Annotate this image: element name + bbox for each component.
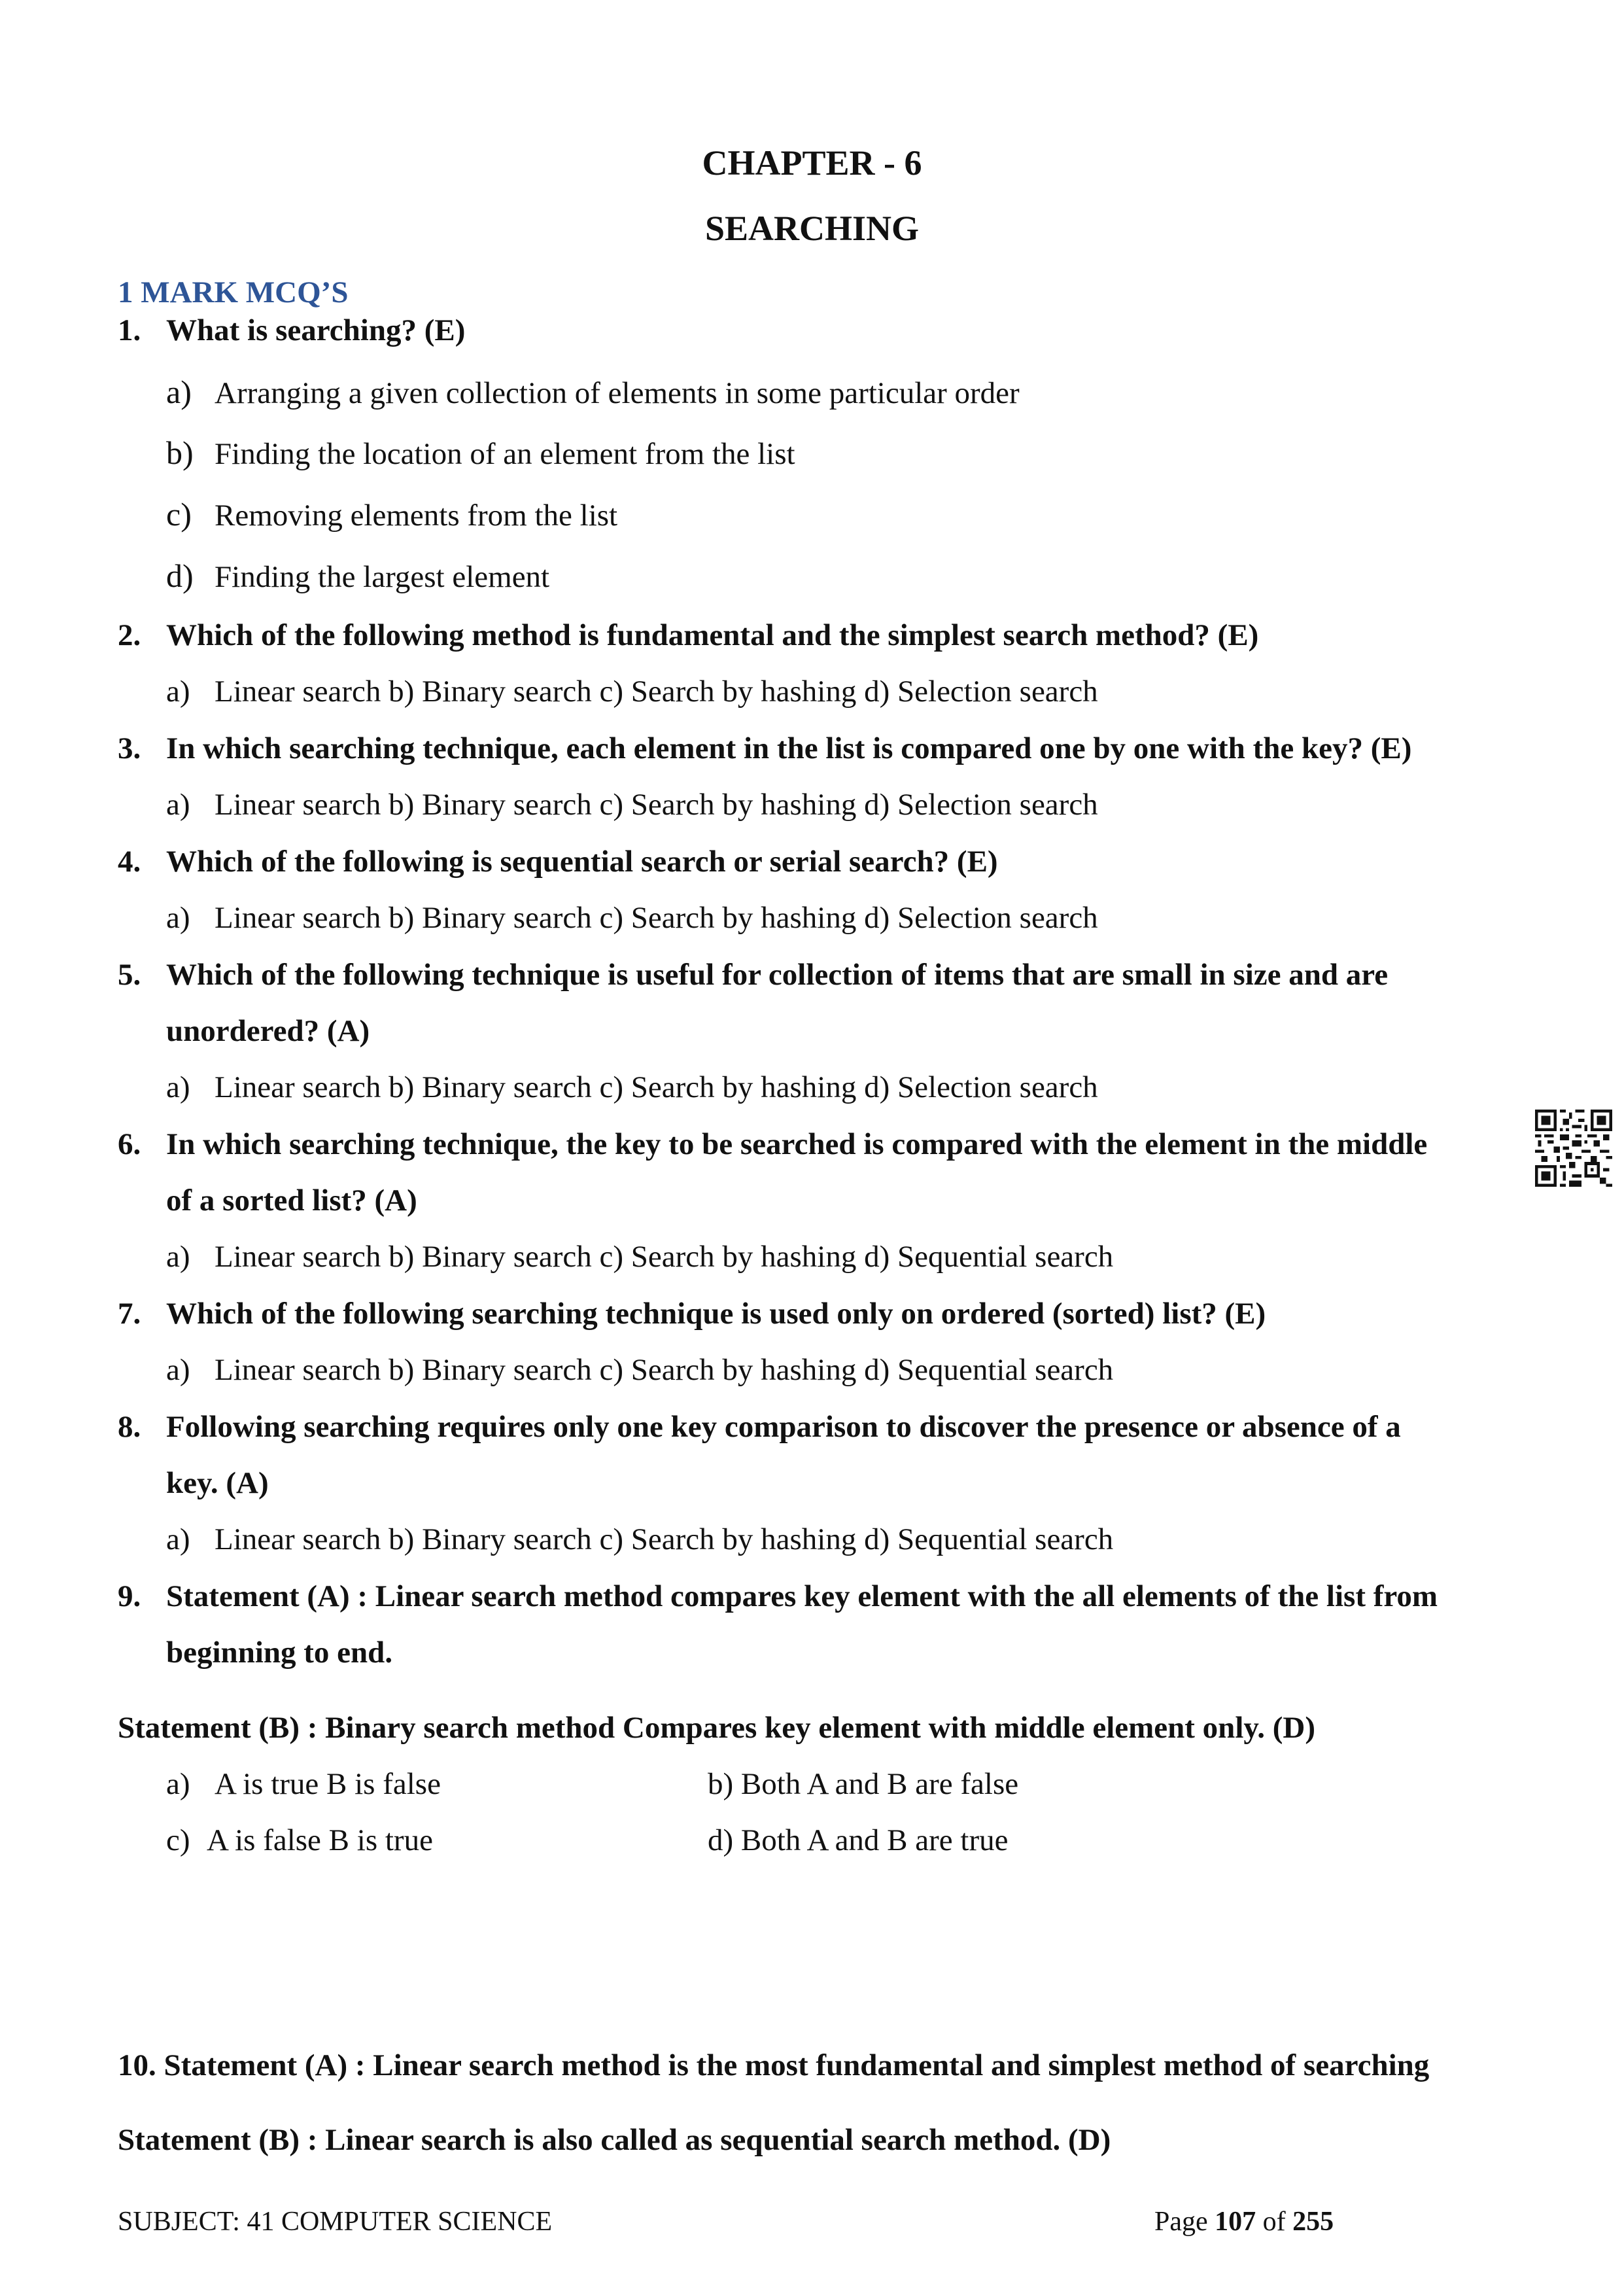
question-9-option-d: d) Both A and B are true xyxy=(708,1823,1009,1857)
question-3: 3. In which searching technique, each element in the list is compared one by one with the key? (E) xyxy=(118,731,1412,765)
question-1 xyxy=(118,313,465,348)
question-9-option-c: c) A is false B is true xyxy=(166,1823,433,1857)
question-5: 5. Which of the following technique is useful for collection of items that are small in size and are xyxy=(118,958,1389,992)
option-c: c) Removing elements from the list xyxy=(166,496,618,533)
question-9-option-b: b) Both A and B are false xyxy=(708,1767,1019,1801)
question-4: 4. Which of the following is sequential search or serial search? (E) xyxy=(118,845,998,879)
qr-code-icon xyxy=(1535,1110,1612,1187)
question-4-options: a) Linear search b) Binary search c) Search by hashing d) Selection search xyxy=(166,901,1098,935)
question-3-options: a) Linear search b) Binary search c) Search by hashing d) Selection search xyxy=(166,788,1098,822)
question-9-statement-b: Statement (B) : Binary search method Compares key element with middle element only. (D) xyxy=(118,1711,1316,1745)
question-2-options: a) Linear search b) Binary search c) Search by hashing d) Selection search xyxy=(166,674,1098,709)
question-5-continuation: unordered? (A) xyxy=(166,1014,370,1048)
question-5-options: a) Linear search b) Binary search c) Search by hashing d) Selection search xyxy=(166,1070,1098,1104)
question-9-continuation: beginning to end. xyxy=(166,1636,393,1670)
option-a: a) Arranging a given collection of elements in some particular order xyxy=(166,374,1020,410)
footer-page-number: Page 107 of 255 xyxy=(1154,2207,1334,2237)
question-10-statement-b: Statement (B) : Linear search is also called as sequential search method. (D) xyxy=(118,2123,1111,2157)
question-10: 10. Statement (A) : Linear search method is the most fundamental and simplest method of searching xyxy=(118,2048,1430,2082)
question-7: 7. Which of the following searching technique is used only on ordered (sorted) list? (E) xyxy=(118,1297,1266,1331)
footer-subject: SUBJECT: 41 COMPUTER SCIENCE xyxy=(118,2207,553,2237)
question-8: 8. Following searching requires only one key comparison to discover the presence or absence of a xyxy=(118,1410,1401,1444)
option-d: d) Finding the largest element xyxy=(166,557,550,594)
section-heading: 1 MARK MCQ’S xyxy=(118,275,349,309)
question-6: 6. In which searching technique, the key to be searched is compared with the element in the middle xyxy=(118,1127,1428,1161)
chapter-heading: CHAPTER - 6 xyxy=(702,143,922,183)
option-b: b) Finding the location of an element from the list xyxy=(166,434,795,471)
question-text: What is searching? (E) xyxy=(166,313,466,347)
question-2: 2. Which of the following method is fundamental and the simplest search method? (E) xyxy=(118,618,1259,652)
question-8-continuation: key. (A) xyxy=(166,1466,269,1500)
question-6-options: a) Linear search b) Binary search c) Search by hashing d) Sequential search xyxy=(166,1240,1114,1274)
question-7-options: a) Linear search b) Binary search c) Search by hashing d) Sequential search xyxy=(166,1353,1114,1387)
question-number: 1. xyxy=(118,313,141,347)
question-6-continuation: of a sorted list? (A) xyxy=(166,1183,417,1218)
question-9: 9. Statement (A) : Linear search method compares key element with the all elements of the list from xyxy=(118,1579,1438,1613)
chapter-title: SEARCHING xyxy=(704,209,920,248)
question-9-option-a: a) A is true B is false xyxy=(166,1767,441,1801)
question-8-options: a) Linear search b) Binary search c) Search by hashing d) Sequential search xyxy=(166,1522,1114,1556)
